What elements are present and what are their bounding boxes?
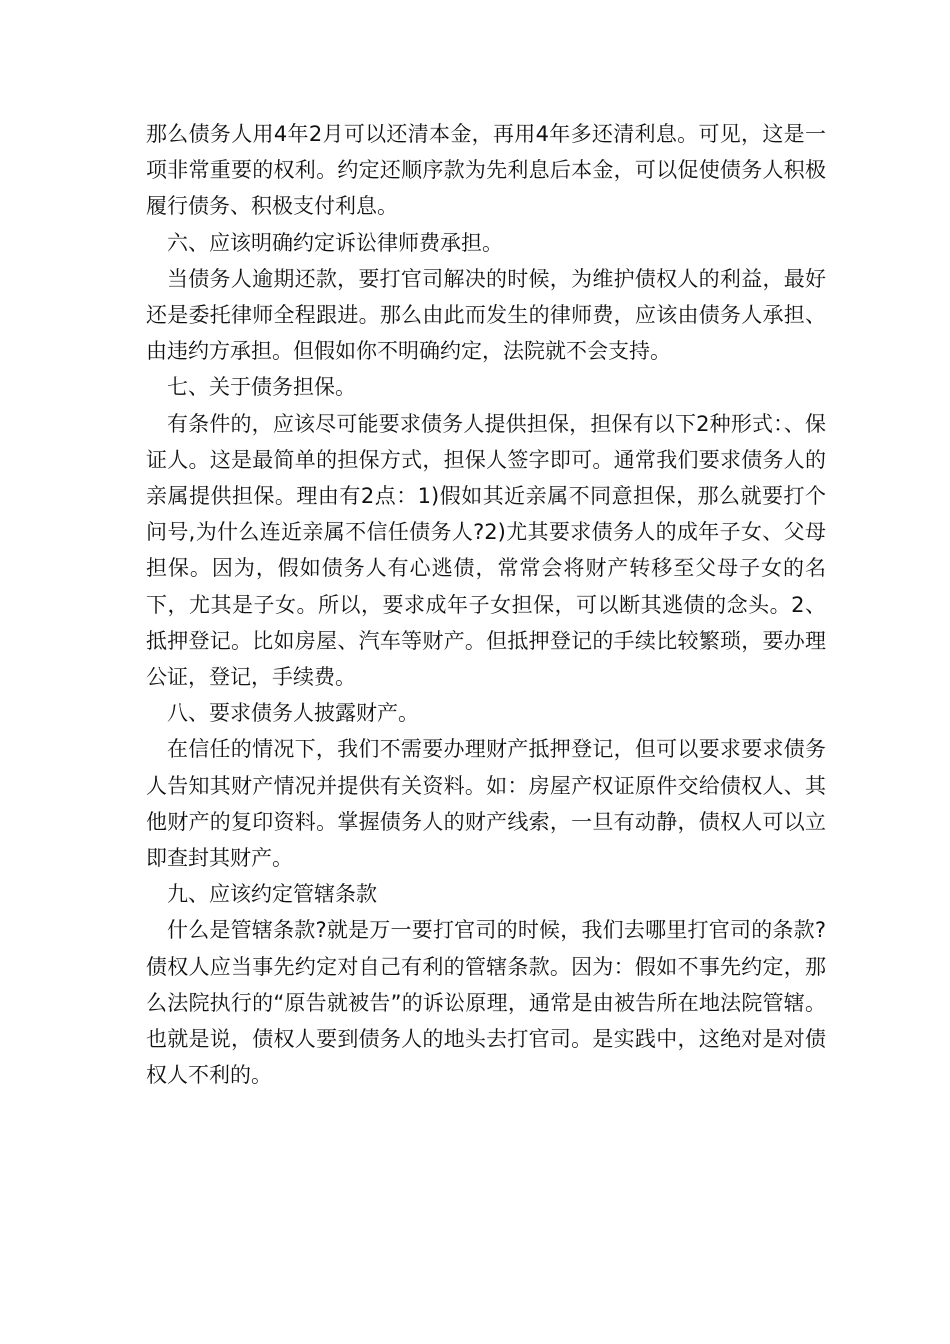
paragraph-lawyer-fee: 当债务人逾期还款，要打官司解决的时候，为维护债权人的利益，最好还是委托律师全程跟进。那么由此而发生的律师费，应该由债务人承担、由违约方承担。但假如你不明确约定，法院就不会支持。 — [146, 266, 826, 364]
paragraph-property-disclosure: 在信任的情况下，我们不需要办理财产抵押登记，但可以要求要求债务人告知其财产情况并提供有关资料。如：房屋产权证原件交给债权人、其他财产的复印资料。掌握债务人的财产线索，一旦有动静，债权人可以立即查封其财产。 — [146, 737, 826, 871]
document-body — [146, 116, 826, 1093]
paragraph-repayment-order: 那么债务人用4年2月可以还清本金，再用4年多还清利息。可见，这是一项非常重要的权利。约定还顺序款为先利息后本金，可以促使债务人积极履行债务、积极支付利息。 — [146, 122, 826, 219]
paragraph-debt-guarantee: 有条件的，应该尽可能要求债务人提供担保，担保有以下2种形式：、保证人。这是最简单的担保方式，担保人签字即可。通常我们要求债务人的亲属提供担保。理由有2点：1)假如其近亲属不同意担保，那么就要打个问号,为什么连近亲属不信任债务人?2)尤其要求债务人的成年子女、父母担保。因为，假如债务人有心逃债，常常会将财产转移至父母子女的名下，尤其是子女。所以，要求成年子女担保，可以断其逃债的念头。2、抵押登记。比如房屋、汽车等财产。但抵押登记的手续比较繁琐，要办理公证，登记，手续费。 — [146, 411, 826, 690]
heading-debt-guarantee: 七、关于债务担保。 — [167, 375, 356, 400]
paragraph-jurisdiction: 什么是管辖条款?就是万一要打官司的时候，我们去哪里打官司的条款?债权人应当事先约定对自己有利的管辖条款。因为：假如不事先约定，那么法院执行的“原告就被告”的诉讼原理，通常是由被告所在地法院管辖。也就是说，债权人要到债务人的地头去打官司。是实践中，这绝对是对债权人不利的。 — [146, 918, 826, 1088]
heading-lawyer-fee: 六、应该明确约定诉讼律师费承担。 — [167, 230, 503, 255]
heading-jurisdiction: 九、应该约定管辖条款 — [167, 882, 377, 907]
heading-property-disclosure: 八、要求债务人披露财产。 — [167, 701, 419, 726]
